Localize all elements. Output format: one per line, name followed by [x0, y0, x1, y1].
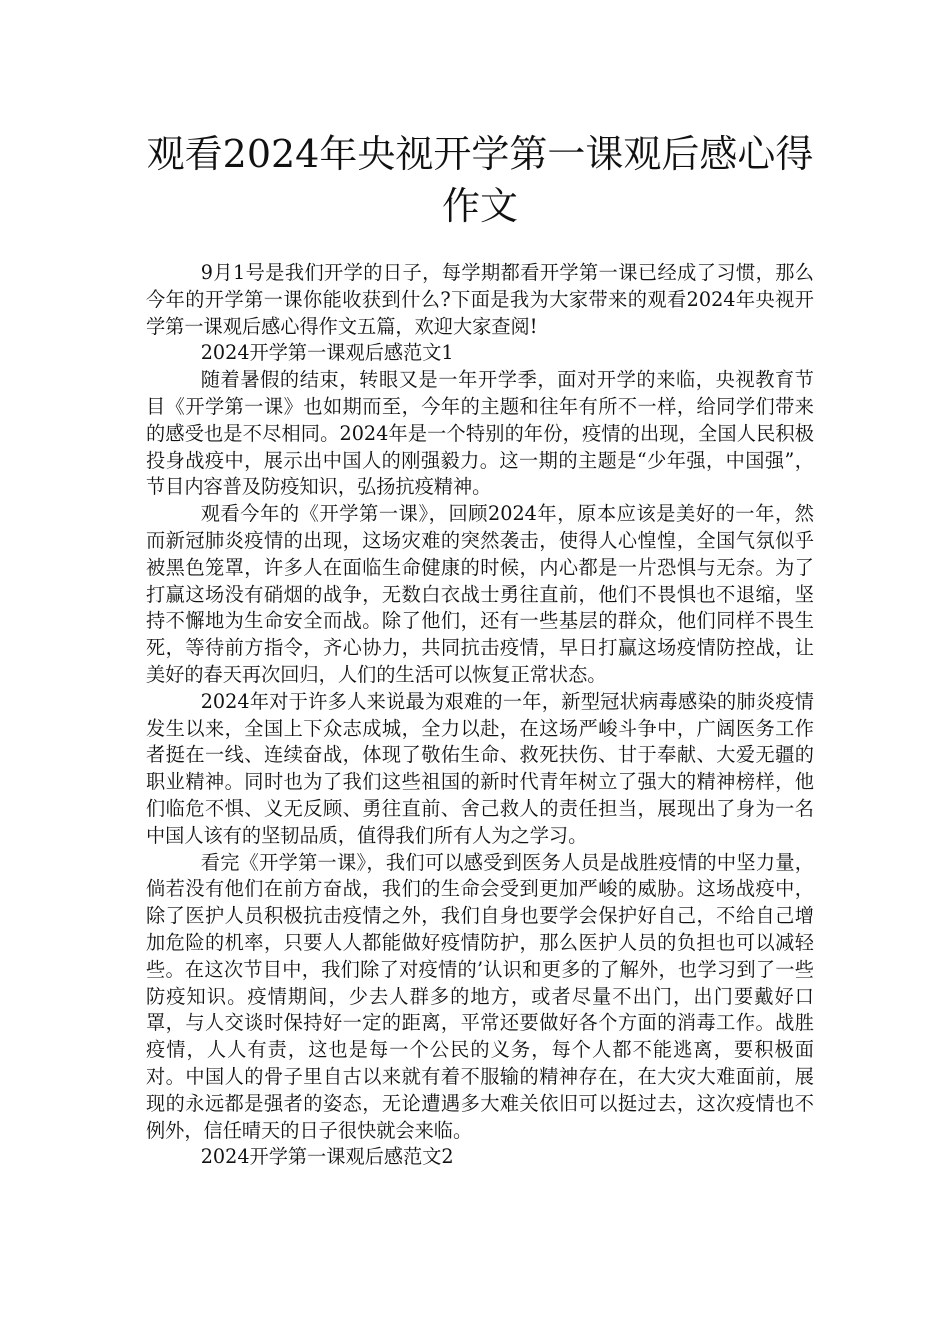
section-heading: 2024开学第一课观后感范文1: [200, 341, 454, 365]
document-body: [146, 260, 814, 1171]
section-heading: 2024开学第一课观后感范文2: [200, 1145, 454, 1169]
body-paragraph: 看完《开学第一课》，我们可以感受到医务人员是战胜疫情的中坚力量，倘若没有他们在前方奋战，我们的生命会受到更加严峻的威胁。这场战疫中，除了医护人员积极抗击疫情之外，我们自身也要学会保护好自己，不给自己增加危险的机率，只要人人都能做好疫情防护，那么医护人员的负担也可以减轻些。在这次节目中，我们除了对疫情的’认识和更多的了解外，也学习到了一些防疫知识。疫情期间，少去人群多的地方，或者尽量不出门，出门要戴好口罩，与人交谈时保持好一定的距离，平常还要做好各个方面的消毒工作。战胜疫情，人人有责，这也是每一个公民的义务，每个人都不能逃离，要积极面对。中国人的骨子里自古以来就有着不服输的精神存在，在大灾大难面前，展现的永远都是强者的姿态，无论遭遇多大难关依旧可以挺过去，这次疫情也不例外，信任晴天的日子很快就会来临。: [146, 850, 814, 1142]
body-paragraph: 随着暑假的结束，转眼又是一年开学季，面对开学的来临，央视教育节目《开学第一课》也如期而至，今年的主题和往年有所不一样，给同学们带来的感受也是不尽相同。2024年是一个特别的年份，疫情的出现，全国人民积极投身战疫中，展示出中国人的刚强毅力。这一期的主题是“少年强，中国强”，节目内容普及防疫知识，弘扬抗疫精神。: [146, 368, 814, 499]
document-page: [146, 128, 814, 1171]
document-title: 观看2024年央视开学第一课观后感心得作文: [146, 132, 814, 228]
intro-paragraph: 9月1号是我们开学的日子，每学期都看开学第一课已经成了习惯，那么今年的开学第一课你能收获到什么?下面是我为大家带来的观看2024年央视开学第一课观后感心得作文五篇，欢迎大家查阅!: [146, 261, 814, 338]
body-paragraph: 2024年对于许多人来说最为艰难的一年，新型冠状病毒感染的肺炎疫情发生以来，全国上下众志成城，全力以赴，在这场严峻斗争中，广阔医务工作者挺在一线、连续奋战，体现了敬佑生命、救死扶伤、甘于奉献、大爱无疆的职业精神。同时也为了我们这些祖国的新时代青年树立了强大的精神榜样，他们临危不惧、义无反顾、勇往直前、舍己救人的责任担当，展现出了身为一名中国人该有的坚韧品质，值得我们所有人为之学习。: [146, 689, 814, 847]
body-paragraph: 观看今年的《开学第一课》，回顾2024年，原本应该是美好的一年，然而新冠肺炎疫情的出现，这场灾难的突然袭击，使得人心惶惶，全国气氛似乎被黑色笼罩，许多人在面临生命健康的时候，内心都是一片恐惧与无奈。为了打赢这场没有硝烟的战争，无数白衣战士勇往直前，他们不畏惧也不退缩，坚持不懈地为生命安全而战。除了他们，还有一些基层的群众，他们同样不畏生死，等待前方指令，齐心协力，共同抗击疫情，早日打赢这场疫情防控战，让美好的春天再次回归，人们的生活可以恢复正常状态。: [146, 502, 814, 686]
